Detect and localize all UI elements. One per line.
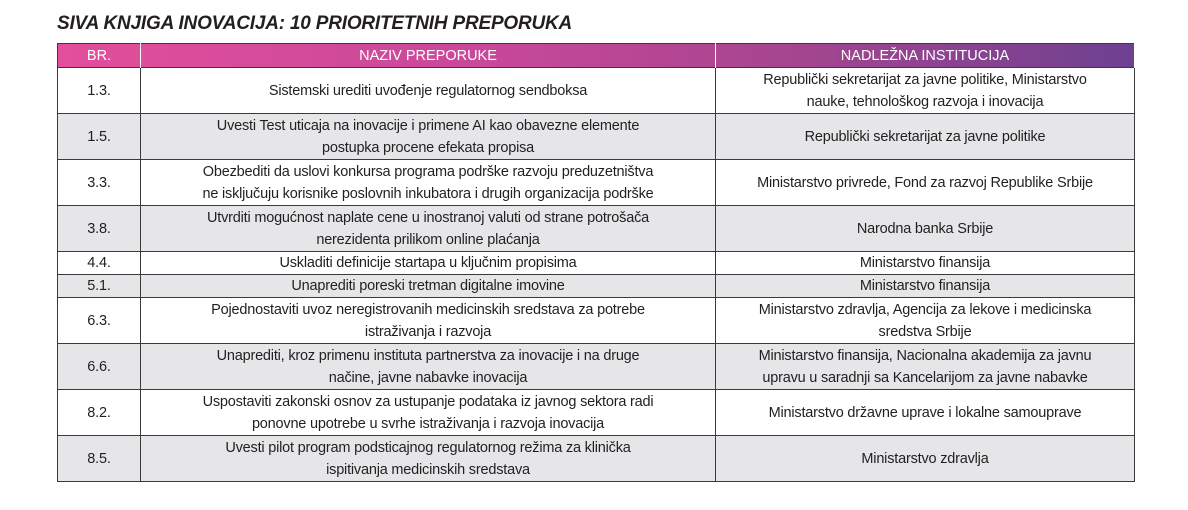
cell-institucija — [716, 114, 1135, 160]
cell-institucija-line: Republički sekretarijat za javne politike — [804, 128, 1046, 145]
cell-institucija-line: Ministarstvo zdravlja — [861, 450, 989, 467]
recommendations-table — [57, 43, 1135, 482]
cell-br: 1.3. — [58, 68, 141, 114]
cell-naziv-line: nerezidenta prilikom online plaćanja — [316, 231, 540, 248]
table-row — [58, 344, 1135, 390]
cell-br: 3.3. — [58, 160, 141, 206]
table-row — [58, 206, 1135, 252]
cell-institucija — [716, 390, 1135, 436]
header-br: BR. — [58, 44, 141, 68]
cell-br: 1.5. — [58, 114, 141, 160]
header-naziv: NAZIV PREPORUKE — [141, 44, 716, 68]
cell-institucija-line: upravu u saradnji sa Kancelarijom za javne nabavke — [762, 369, 1088, 386]
cell-naziv-line: Unaprediti, kroz primenu instituta partnerstva za inovacije i na druge — [216, 347, 640, 364]
cell-naziv-line: Uvesti Test uticaja na inovacije i primene AI kao obavezne elemente — [216, 117, 640, 134]
cell-naziv-line: Uvesti pilot program podsticajnog regulatornog režima za klinička — [225, 439, 631, 456]
table-row — [58, 252, 1135, 275]
cell-institucija-line: Ministarstvo državne uprave i lokalne samouprave — [768, 404, 1082, 421]
cell-naziv-line: ponovne upotrebe u svrhe istraživanja i razvoja inovacija — [251, 415, 605, 432]
cell-naziv-line: istraživanja i razvoja — [364, 323, 492, 340]
table-row — [58, 68, 1135, 114]
cell-br: 6.3. — [58, 298, 141, 344]
cell-naziv — [141, 390, 716, 436]
cell-institucija — [716, 275, 1135, 298]
cell-naziv-line: Sistemski urediti uvođenje regulatornog sendboksa — [268, 82, 588, 99]
header-institucija: NADLEŽNA INSTITUCIJA — [716, 44, 1135, 68]
cell-naziv — [141, 252, 716, 275]
cell-br: 8.2. — [58, 390, 141, 436]
cell-naziv — [141, 68, 716, 114]
cell-naziv — [141, 298, 716, 344]
cell-institucija-line: Ministarstvo finansija, Nacionalna akademija za javnu — [758, 347, 1092, 364]
cell-institucija — [716, 252, 1135, 275]
cell-naziv-line: Utvrditi mogućnost naplate cene u inostranoj valuti od strane potrošača — [206, 209, 649, 226]
cell-br: 8.5. — [58, 436, 141, 482]
cell-naziv-line: Unaprediti poreski tretman digitalne imovine — [291, 278, 565, 294]
cell-institucija — [716, 298, 1135, 344]
cell-institucija-line: sredstva Srbije — [878, 323, 972, 340]
cell-institucija — [716, 206, 1135, 252]
cell-institucija-line: Narodna banka Srbije — [856, 220, 994, 237]
cell-naziv — [141, 114, 716, 160]
table-row — [58, 298, 1135, 344]
table-row — [58, 160, 1135, 206]
cell-institucija — [716, 344, 1135, 390]
cell-naziv — [141, 436, 716, 482]
table-row — [58, 390, 1135, 436]
cell-naziv-line: načine, javne nabavke inovacija — [328, 369, 528, 386]
cell-br: 3.8. — [58, 206, 141, 252]
cell-institucija-line: Ministarstvo zdravlja, Agencija za lekove i medicinska — [758, 301, 1092, 318]
cell-naziv — [141, 160, 716, 206]
cell-institucija-line: nauke, tehnološkog razvoja i inovacija — [806, 93, 1044, 110]
cell-naziv-line: Obezbediti da uslovi konkursa programa podrške razvoju preduzetništva — [202, 163, 654, 180]
cell-institucija-line: Republički sekretarijat za javne politike, Ministarstvo — [763, 71, 1087, 88]
cell-naziv-line: Pojednostaviti uvoz neregistrovanih medicinskih sredstava za potrebe — [211, 301, 645, 318]
cell-naziv-line: ne isključuju korisnike poslovnih inkubatora i drugih organizacija podrške — [202, 185, 654, 202]
cell-naziv-line: Uspostaviti zakonski osnov za ustupanje podataka iz javnog sektora radi — [202, 393, 654, 410]
cell-naziv — [141, 275, 716, 298]
cell-br: 6.6. — [58, 344, 141, 390]
cell-br: 5.1. — [58, 275, 141, 298]
cell-institucija — [716, 160, 1135, 206]
cell-naziv-line: ispitivanja medicinskih sredstava — [326, 461, 530, 478]
table-row — [58, 275, 1135, 298]
cell-institucija — [716, 436, 1135, 482]
cell-br: 4.4. — [58, 252, 141, 275]
table-row — [58, 114, 1135, 160]
cell-naziv-line: Uskladiti definicije startapa u ključnim propisima — [279, 255, 577, 271]
cell-institucija-line: Ministarstvo privrede, Fond za razvoj Republike Srbije — [757, 174, 1093, 191]
page-title: SIVA KNJIGA INOVACIJA: 10 PRIORITETNIH PREPORUKA — [57, 13, 573, 34]
table-header-row — [58, 44, 1135, 68]
cell-naziv — [141, 206, 716, 252]
cell-naziv — [141, 344, 716, 390]
table-row — [58, 436, 1135, 482]
cell-institucija-line: Ministarstvo finansija — [859, 278, 991, 294]
cell-institucija — [716, 68, 1135, 114]
cell-institucija-line: Ministarstvo finansija — [859, 255, 991, 271]
cell-naziv-line: postupka procene efekata propisa — [321, 139, 535, 156]
